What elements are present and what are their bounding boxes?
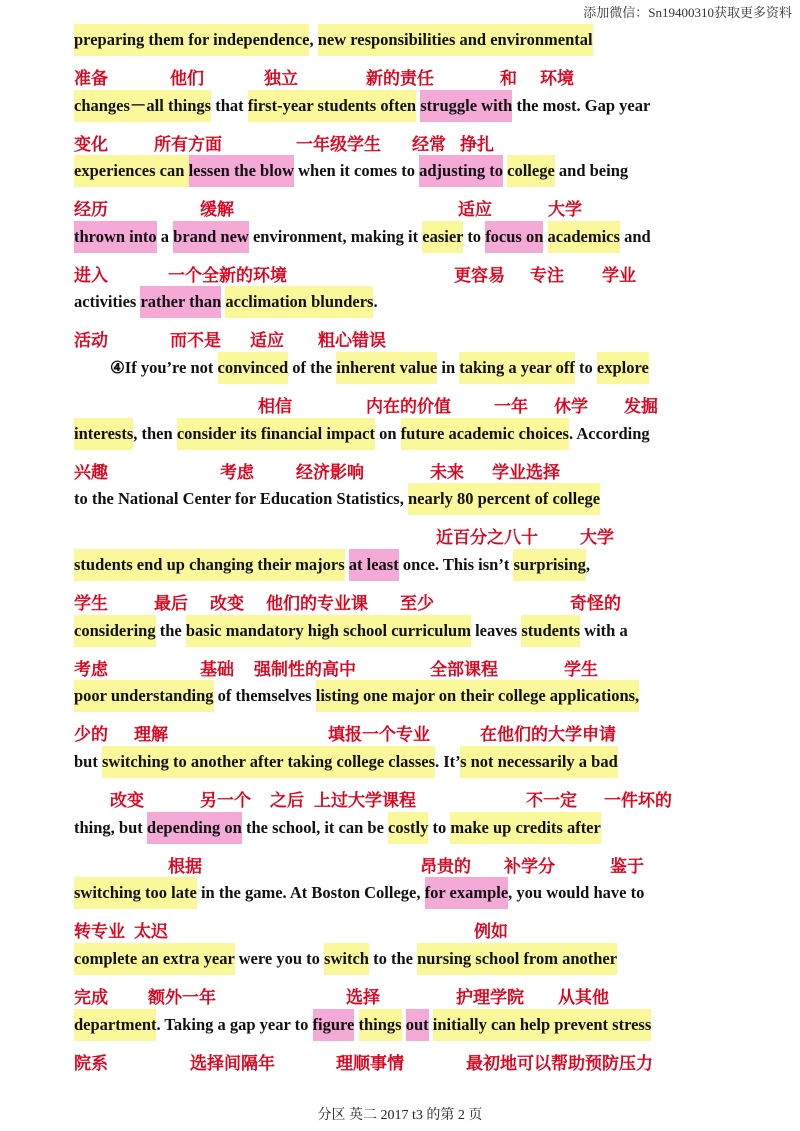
plain-text: , [585,555,591,574]
chinese-annotation: 上过大学课程 [314,791,416,811]
chinese-annotation: 少的 [74,725,108,745]
chinese-annotation: 院系 [74,1054,108,1074]
english-line [110,360,649,377]
chinese-annotation: 未来 [430,463,464,483]
chinese-annotation: 缓解 [200,200,234,220]
chinese-annotation: 选择间隔年 [190,1054,275,1074]
chinese-annotation: 考虑 [74,660,108,680]
plain-text: in [437,358,460,377]
chinese-annotation: 适应 [458,200,492,220]
chinese-annotation: 改变 [210,594,244,614]
plain-text: but [74,752,102,771]
highlight-yellow: future academic choices [401,418,569,450]
highlight-yellow: complete an extra year [74,943,235,975]
chinese-annotation: 理顺事情 [336,1054,404,1074]
highlight-pink: at least [349,549,399,581]
highlight-yellow: basic mandatory high school curriculum [186,615,471,647]
chinese-annotation: 进入 [74,266,108,286]
chinese-annotation: 粗心错误 [318,331,386,351]
highlight-yellow: inherent value [336,352,437,384]
chinese-annotation-row [74,130,774,154]
english-line [74,491,600,508]
chinese-annotation: 转专业 [74,922,125,942]
plain-text: of themselves [213,686,316,705]
chinese-annotation: 和 [500,69,517,89]
chinese-annotation: 护理学院 [456,988,524,1008]
chinese-annotation: 考虑 [220,463,254,483]
highlight-pink: rather than [140,286,221,318]
chinese-annotation: 基础 [200,660,234,680]
chinese-annotation: 理解 [134,725,168,745]
chinese-annotation: 学生 [564,660,598,680]
plain-text: , you would have to [508,883,645,902]
chinese-annotation-row [74,983,774,1007]
chinese-annotation-row [74,64,774,88]
chinese-annotation: 挣扎 [460,135,494,155]
highlight-yellow: new responsibilities and environmental [318,24,593,56]
english-line [74,1017,651,1034]
highlight-yellow: nearly 80 percent of college [408,483,600,515]
chinese-annotation-row [74,917,774,941]
chinese-annotation: 一个全新的环境 [168,266,287,286]
chinese-annotation: 所有方面 [154,135,222,155]
chinese-annotation-row [74,1049,774,1073]
plain-text: . It’ [435,752,461,771]
highlight-yellow: －all things [130,90,211,122]
chinese-annotation: 改变 [110,791,144,811]
plain-text: , making it [342,227,423,246]
chinese-annotation: 大学 [580,528,614,548]
highlight-yellow: nursing school from another [417,943,617,975]
english-line [74,820,601,837]
chinese-annotation: 昂贵的 [420,857,471,877]
highlight-yellow: department [74,1009,156,1041]
english-line [74,885,644,902]
highlight-yellow: make up credits after [450,812,600,844]
plain-text: on [374,424,401,443]
chinese-annotation-row [74,720,774,744]
highlight-pink: brand new [173,221,249,253]
chinese-annotation: 大学 [548,200,582,220]
chinese-annotation: 从其他 [558,988,609,1008]
chinese-annotation-row [74,852,774,876]
chinese-annotation: 不一定 [526,791,577,811]
chinese-annotation: 一年级学生 [296,135,381,155]
highlight-yellow: costly [388,812,428,844]
plain-text: . According [568,424,650,443]
highlight-yellow: switching too late [74,877,197,909]
chinese-annotation: 专注 [530,266,564,286]
chinese-annotation-row [74,523,774,547]
plain-text: the most. Gap year [512,96,651,115]
chinese-annotation: 学生 [74,594,108,614]
highlight-yellow: considering [74,615,156,647]
chinese-annotation: 更容易 [454,266,505,286]
chinese-annotation: 最后 [154,594,188,614]
chinese-annotation: 变化 [74,135,108,155]
highlight-yellow: surprising [513,549,585,581]
chinese-annotation: 太迟 [134,922,168,942]
highlight-yellow: preparing them for independence [74,24,309,56]
chinese-annotation: 相信 [258,397,292,417]
chinese-annotation: 适应 [250,331,284,351]
highlight-yellow: listing one major on their college applications, [316,680,639,712]
english-line [74,294,378,311]
plain-text: . Taking a gap year to [156,1015,313,1034]
chinese-annotation: 他们 [170,69,204,89]
highlight-pink: figure [313,1009,355,1041]
plain-text: and [619,227,651,246]
chinese-annotation: 另一个 [200,791,251,811]
chinese-annotation-row [74,655,774,679]
plain-text: in the game. At Boston College, [196,883,425,902]
highlight-yellow: poor understanding [74,680,214,712]
english-line [74,426,650,443]
english-line [74,32,593,49]
highlight-yellow: easier [422,221,463,253]
highlight-yellow: students [521,615,580,647]
highlight-yellow: academics [548,221,620,253]
plain-text [543,227,547,246]
chinese-annotation: 学业选择 [492,463,560,483]
highlight-yellow: s not necessarily a bad [460,746,618,778]
chinese-annotation: 而不是 [170,331,221,351]
plain-text: environment [248,227,343,246]
plain-text: the school, it can be [241,818,389,837]
highlight-yellow: interests [74,418,133,450]
chinese-annotation: 经常 [412,135,446,155]
plain-text: to the [368,949,418,968]
plain-text: to [463,227,486,246]
highlight-pink: depending on [147,812,242,844]
chinese-annotation: 填报一个专业 [328,725,430,745]
chinese-annotation: 内在的价值 [366,397,451,417]
chinese-annotation: 准备 [74,69,108,89]
highlight-yellow: acclimation blunders [225,286,373,318]
plain-text: and being [554,161,629,180]
highlight-yellow: explore [597,352,649,384]
plain-text: leaves [470,621,522,640]
highlight-yellow: changes [74,90,130,122]
highlight-yellow: initially can help prevent stress [433,1009,651,1041]
chinese-annotation: 一件坏的 [604,791,672,811]
plain-text: to the National Center for Education Statistics, [74,489,408,508]
chinese-annotation: 活动 [74,331,108,351]
chinese-annotation-row [74,326,774,350]
chinese-annotation: 最初地可以帮助预防压力 [466,1054,653,1074]
highlight-pink: focus on [485,221,543,253]
chinese-annotation: 经历 [74,200,108,220]
highlight-yellow: switching to another after taking college classes [102,746,435,778]
chinese-annotation: 至少 [400,594,434,614]
highlight-pink: out [406,1009,429,1041]
plain-text: . [373,292,378,311]
english-line [74,163,628,180]
chinese-annotation: 例如 [474,922,508,942]
chinese-annotation: 额外一年 [148,988,216,1008]
plain-text: , [309,30,318,49]
plain-text: the [155,621,186,640]
chinese-annotation: 根据 [168,857,202,877]
chinese-annotation-row [74,589,774,613]
chinese-annotation: 完成 [74,988,108,1008]
english-line [74,229,651,246]
chinese-annotation-row [74,786,774,810]
english-line [74,688,639,705]
chinese-annotation: 一年 [494,397,528,417]
page-footer: 分区 英二 2017 t3 的第 2 页 [317,1108,483,1123]
chinese-annotation: 兴趣 [74,463,108,483]
plain-text: to [574,358,597,377]
plain-text: a [156,227,174,246]
chinese-annotation: 近百分之八十 [436,528,538,548]
plain-text: with a [580,621,628,640]
watermark-header: 添加微信：Sn19400310获取更多资料 [583,5,792,20]
highlight-pink: thrown into [74,221,157,253]
chinese-annotation-row [74,195,774,219]
chinese-annotation: 他们的专业课 [266,594,368,614]
chinese-annotation: 学业 [602,266,636,286]
english-line [74,754,618,771]
plain-text: were you to [234,949,325,968]
chinese-annotation: 全部课程 [430,660,498,680]
english-line [74,623,628,640]
plain-text: to [428,818,451,837]
plain-text: that [211,96,248,115]
chinese-annotation: 奇怪的 [570,594,621,614]
plain-text: thing, but [74,818,147,837]
chinese-annotation: 补学分 [504,857,555,877]
chinese-annotation: 经济影响 [296,463,364,483]
chinese-annotation-row [74,261,774,285]
chinese-annotation: 新的责任 [366,69,434,89]
chinese-annotation-row [74,458,774,482]
plain-text [354,1015,358,1034]
chinese-annotation: 环境 [540,69,574,89]
chinese-annotation: 之后 [270,791,304,811]
plain-text: of the [288,358,337,377]
highlight-yellow: switch [324,943,369,975]
chinese-annotation: 在他们的大学申请 [480,725,616,745]
english-line [74,951,617,968]
chinese-annotation-row [74,392,774,416]
highlight-pink: lessen the blow [189,155,294,187]
chinese-annotation: 休学 [554,397,588,417]
highlight-yellow: first-year students often [248,90,416,122]
plain-text: when it comes to [293,161,420,180]
highlight-pink: for example [425,877,509,909]
plain-text: once. This isn’t [398,555,514,574]
highlight-yellow: convinced [218,352,289,384]
highlight-yellow: taking a year off [459,352,575,384]
highlight-pink: adjusting to [419,155,503,187]
highlight-yellow: experiences can [74,155,189,187]
chinese-annotation: 发掘 [624,397,658,417]
highlight-yellow: college [507,155,555,187]
english-line [74,557,590,574]
highlight-yellow: consider its financial impact [177,418,375,450]
chinese-annotation: 强制性的高中 [254,660,356,680]
chinese-annotation: 鉴于 [610,857,644,877]
highlight-yellow: students end up changing their majors [74,549,345,581]
plain-text: ④If you’re not [110,358,218,377]
highlight-pink: struggle with [420,90,512,122]
plain-text: activities [74,292,141,311]
english-line [74,98,650,115]
chinese-annotation: 独立 [264,69,298,89]
chinese-annotation: 选择 [346,988,380,1008]
highlight-yellow: things [359,1009,402,1041]
plain-text: , then [133,424,177,443]
